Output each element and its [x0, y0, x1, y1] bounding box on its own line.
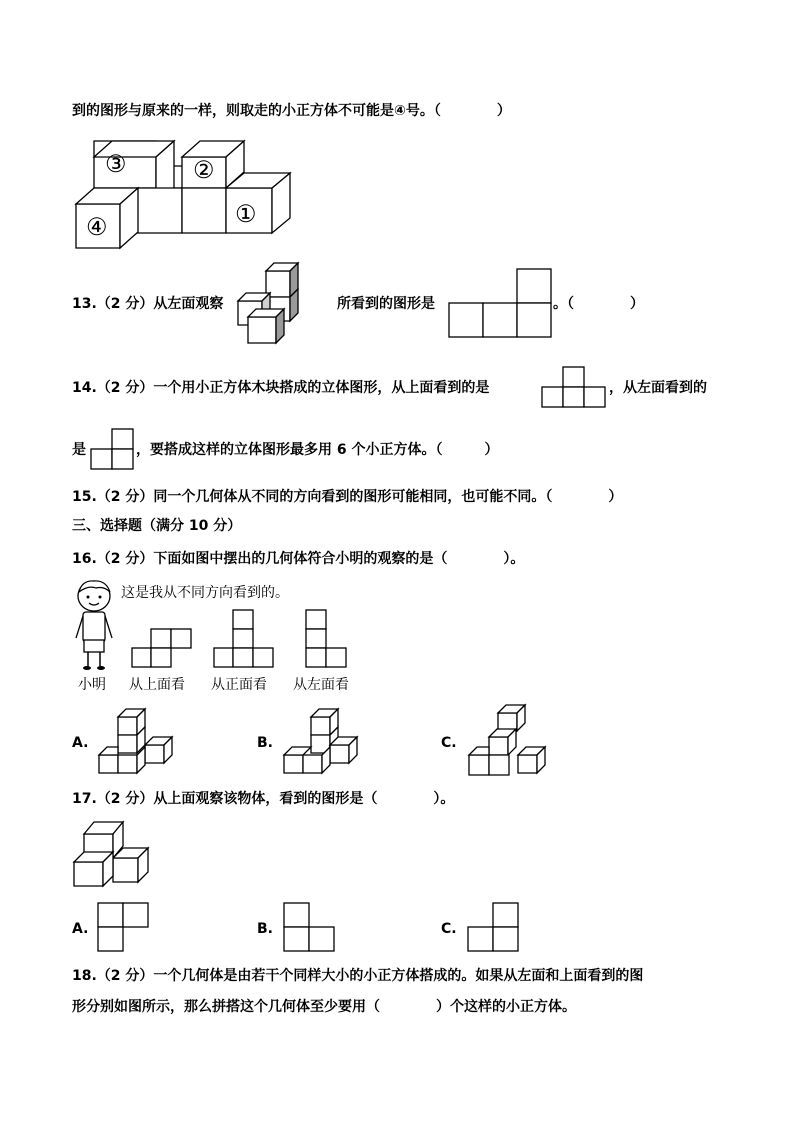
- q15-statement: 15.（2 分）同一个几何体从不同的方向看到的图形可能相同，也可能不同。（ ）: [72, 489, 623, 505]
- cube-label-2: ②: [193, 156, 215, 184]
- q14-line2-prefix: 是: [72, 442, 86, 458]
- label-from-left: 从左面看: [293, 677, 349, 693]
- q17-option-a-figure[interactable]: [97, 902, 151, 952]
- q16-option-c-figure[interactable]: [468, 703, 550, 777]
- q16-option-b-figure[interactable]: [283, 707, 363, 775]
- q17-statement: 17.（2 分）从上面观察该物体，看到的图形是（ ）。: [72, 791, 455, 807]
- q14-line1-suffix: ，从左面看到的: [609, 380, 707, 396]
- q14-line2-suffix: ，要搭成这样的立体图形最多用 6 个小正方体。（ ）: [136, 442, 499, 458]
- q16-option-a-label[interactable]: A.: [72, 735, 89, 751]
- q17-option-b-figure[interactable]: [283, 902, 337, 952]
- q13-middle: 所看到的图形是: [337, 296, 435, 312]
- q13-prefix: 13.（2 分）从左面观察: [72, 296, 224, 312]
- q17-cube-figure: [73, 818, 153, 890]
- q17-option-c-figure[interactable]: [467, 902, 521, 952]
- q14-line1-prefix: 14.（2 分）一个用小正方体木块搭成的立体图形，从上面看到的是: [72, 380, 490, 396]
- boy-name: 小明: [78, 677, 106, 693]
- q18-line-2: 形分别如图所示，那么拼搭这个几何体至少要用（ ）个这样的小正方体。: [72, 999, 576, 1015]
- q16-statement: 16.（2 分）下面如图中摆出的几何体符合小明的观察的是（ ）。: [72, 551, 525, 567]
- label-from-front: 从正面看: [211, 677, 267, 693]
- q17-option-b-label[interactable]: B.: [257, 921, 273, 937]
- q14-top-view: [541, 366, 607, 408]
- section-3-heading: 三、选择题（满分 10 分）: [72, 518, 242, 534]
- q13-view-figure: [449, 268, 553, 338]
- view-from-top: [131, 628, 193, 668]
- q16-option-b-label[interactable]: B.: [257, 735, 273, 751]
- q18-line-1: 18.（2 分）一个几何体是由若干个同样大小的小正方体搭成的。如果从左面和上面看到的图: [72, 968, 644, 984]
- speech-text: 这是我从不同方向看到的。: [121, 585, 289, 601]
- q12-statement: 到的图形与原来的一样，则取走的小正方体不可能是④号。（ ）: [72, 103, 511, 119]
- q16-option-a-figure[interactable]: [98, 707, 178, 775]
- q17-option-a-label[interactable]: A.: [72, 921, 89, 937]
- cube-label-1: ①: [235, 200, 257, 228]
- boy-illustration: [74, 580, 118, 672]
- view-from-left: [305, 609, 349, 669]
- q16-option-c-label[interactable]: C.: [441, 735, 457, 751]
- cube-label-4: ④: [86, 213, 108, 241]
- q13-suffix: 。（ ）: [553, 296, 644, 312]
- q17-option-c-label[interactable]: C.: [441, 921, 457, 937]
- q14-left-view: [90, 428, 136, 472]
- label-from-top: 从上面看: [129, 677, 185, 693]
- cube-label-3: ③: [105, 150, 127, 178]
- q13-cube-stack: [236, 259, 308, 347]
- view-from-front: [213, 609, 275, 669]
- q12-cube-figure: [72, 133, 302, 253]
